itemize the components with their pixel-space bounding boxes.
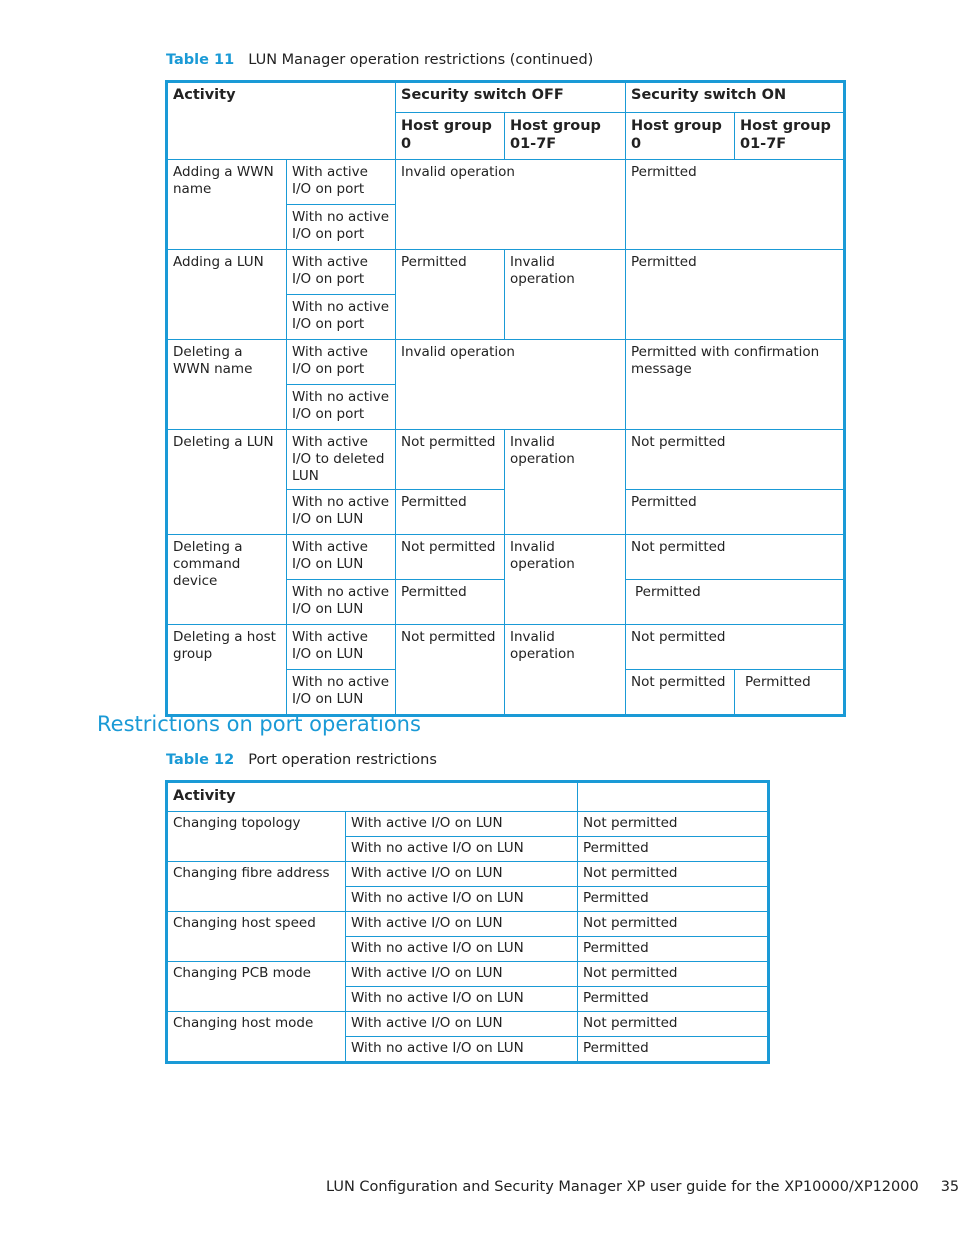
condition-cell: With no active I/O on LUN [346,1037,578,1063]
value-cell: Permitted [396,580,505,625]
condition-cell: With no active I/O on LUN [346,987,578,1012]
value-cell: Permitted [396,490,505,535]
table-header-row [167,82,845,113]
value-cell: Not permitted [396,535,505,580]
table-12-label: Table 12 [166,752,235,768]
condition-cell: With no active I/O on port [287,385,396,430]
value-cell: Not permitted [578,1012,769,1037]
page-number: 35 [940,1179,959,1195]
value-cell: Invalid operation [396,340,626,430]
condition-cell: With active I/O on LUN [346,1012,578,1037]
table-11 [165,80,846,717]
condition-cell: With active I/O on LUN [287,535,396,580]
activity-cell: Changing host speed [167,912,346,962]
value-cell: Not permitted [396,430,505,490]
condition-cell: With active I/O on port [287,340,396,385]
table-11-caption [166,52,593,68]
condition-cell: With no active I/O on port [287,295,396,340]
value-cell: Not permitted [578,912,769,937]
table-row [167,912,769,937]
value-cell: Permitted [578,987,769,1012]
activity-cell: Deleting a command device [167,535,287,625]
table-row [167,250,845,295]
activity-cell: Deleting a WWN name [167,340,287,430]
value-cell: Invalid operation [505,535,626,625]
table-row [167,430,845,490]
value-cell: Permitted [626,490,845,535]
header-host-group-0-off: Host group 0 [396,113,505,160]
value-cell: Not permitted [626,625,845,670]
header-security-on: Security switch ON [626,82,845,113]
header-empty [578,782,769,812]
activity-cell: Changing host mode [167,1012,346,1063]
value-cell: Invalid operation [505,430,626,535]
condition-cell: With no active I/O on LUN [346,937,578,962]
value-cell: Not permitted [626,430,845,490]
header-activity: Activity [167,782,578,812]
condition-cell: With active I/O on LUN [287,625,396,670]
condition-cell: With no active I/O on LUN [287,490,396,535]
section-heading: Restrictions on port operations [97,712,421,736]
header-security-off: Security switch OFF [396,82,626,113]
footer-text: LUN Configuration and Security Manager XP user guide for the XP10000/XP12000 [326,1179,919,1195]
value-cell: Permitted [578,887,769,912]
value-cell: Not permitted [626,535,845,580]
table-row [167,340,845,385]
activity-cell: Adding a WWN name [167,160,287,250]
header-activity: Activity [167,82,396,160]
activity-cell: Adding a LUN [167,250,287,340]
table-12-title: Port operation restrictions [248,752,437,768]
value-cell: Permitted [626,250,845,340]
value-cell: Invalid operation [396,160,626,250]
value-cell: Permitted [626,160,845,250]
value-cell: Permitted [578,937,769,962]
header-host-group-0-on: Host group 0 [626,113,735,160]
condition-cell: With active I/O on LUN [346,862,578,887]
value-cell: Not permitted [578,962,769,987]
value-cell: Permitted with confirmation message [626,340,845,430]
condition-cell: With no active I/O on LUN [346,887,578,912]
activity-cell: Changing PCB mode [167,962,346,1012]
table-12-caption [166,752,437,768]
value-cell: Permitted [578,1037,769,1063]
table-header-row [167,782,769,812]
condition-cell: With no active I/O on LUN [346,837,578,862]
activity-cell: Deleting a LUN [167,430,287,535]
table-row [167,535,845,580]
value-cell: Not permitted [578,862,769,887]
value-cell: Invalid operation [505,625,626,716]
activity-cell: Changing fibre address [167,862,346,912]
page-footer [326,1179,959,1195]
activity-cell: Deleting a host group [167,625,287,716]
condition-cell: With active I/O on LUN [346,912,578,937]
table-row [167,812,769,837]
value-cell: Not permitted [626,670,735,716]
value-cell: Invalid operation [505,250,626,340]
value-cell: Not permitted [578,812,769,837]
condition-cell: With active I/O on port [287,160,396,205]
table-11-title: LUN Manager operation restrictions (continued) [248,52,594,68]
activity-cell: Changing topology [167,812,346,862]
table-row [167,1012,769,1037]
condition-cell: With no active I/O on LUN [287,580,396,625]
table-row [167,962,769,987]
condition-cell: With active I/O to deleted LUN [287,430,396,490]
value-cell: Permitted [578,837,769,862]
table-11-label: Table 11 [166,52,235,68]
table-row [167,625,845,670]
value-cell: Permitted [626,580,845,625]
value-cell: Not permitted [396,625,505,716]
value-cell: Permitted [396,250,505,340]
header-host-group-01-7f-on: Host group 01-7F [735,113,845,160]
table-row [167,862,769,887]
condition-cell: With active I/O on port [287,250,396,295]
condition-cell: With no active I/O on LUN [287,670,396,716]
table-row [167,160,845,205]
table-12 [165,780,770,1064]
condition-cell: With no active I/O on port [287,205,396,250]
header-host-group-01-7f-off: Host group 01-7F [505,113,626,160]
value-cell: Permitted [735,670,845,716]
condition-cell: With active I/O on LUN [346,962,578,987]
condition-cell: With active I/O on LUN [346,812,578,837]
